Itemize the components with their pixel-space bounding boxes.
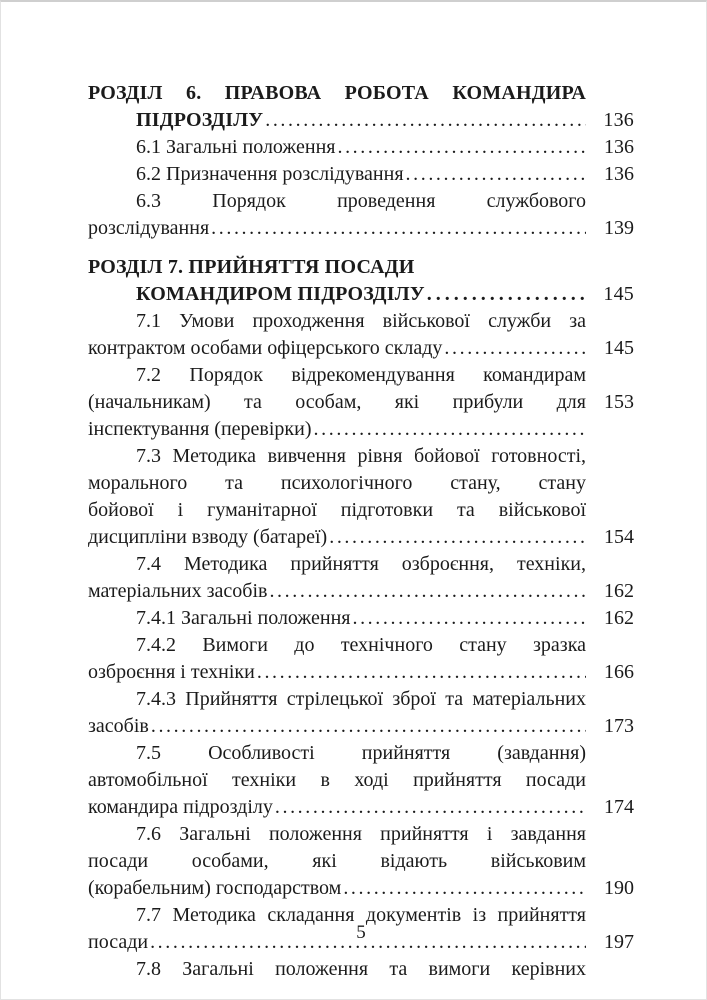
dot-leader bbox=[273, 794, 586, 821]
toc-line-body bbox=[88, 254, 586, 281]
toc-line-body bbox=[88, 389, 586, 416]
toc-line-body bbox=[88, 740, 586, 767]
toc-page-number: 197 bbox=[604, 931, 634, 953]
toc-page-number: 145 bbox=[604, 337, 634, 359]
toc-line bbox=[88, 551, 634, 578]
toc-line bbox=[88, 794, 634, 821]
dot-leader bbox=[255, 659, 586, 686]
toc-entry-text: посади bbox=[88, 931, 149, 953]
toc-line-body bbox=[88, 551, 586, 578]
toc-line bbox=[88, 254, 634, 281]
toc-page-number: 153 bbox=[604, 391, 634, 413]
toc-entry-text: 6.2 Призначення розслідування bbox=[136, 163, 404, 185]
toc-line bbox=[88, 389, 634, 416]
page-footer bbox=[88, 922, 634, 944]
toc-entry-text: 7.6 Загальні положення прийняття і завдання bbox=[136, 823, 586, 845]
toc-line-body bbox=[88, 821, 586, 848]
toc-page-number: 190 bbox=[604, 877, 634, 899]
dot-leader bbox=[327, 524, 586, 551]
toc-line-body bbox=[88, 188, 586, 215]
dot-leader bbox=[263, 107, 586, 134]
toc-entry-text: ПІДРОЗДІЛУ bbox=[136, 109, 264, 131]
toc-entry-text: (начальникам) та особам, які прибули для bbox=[88, 391, 586, 413]
toc-line bbox=[88, 416, 634, 443]
toc-line-body bbox=[88, 335, 586, 362]
dot-leader bbox=[341, 875, 586, 902]
toc-page-number: 139 bbox=[604, 217, 634, 239]
toc-entry-text: 7.1 Умови проходження військової служби за bbox=[136, 310, 586, 332]
toc-line-body bbox=[88, 605, 586, 632]
toc-line bbox=[88, 443, 634, 470]
toc-line-body bbox=[88, 443, 586, 470]
toc-line bbox=[88, 281, 634, 308]
dot-leader bbox=[404, 161, 586, 188]
toc-line-body bbox=[88, 713, 586, 740]
toc-line bbox=[88, 80, 634, 107]
toc-page-number: 173 bbox=[604, 715, 634, 737]
toc-line-body bbox=[88, 767, 586, 794]
toc-line-body bbox=[88, 632, 586, 659]
footer-page-number: 5 bbox=[356, 922, 366, 943]
toc-entry-text: 7.4.2 Вимоги до технічного стану зразка bbox=[136, 634, 586, 656]
toc-line-body bbox=[88, 686, 586, 713]
toc-line bbox=[88, 578, 634, 605]
toc-line-body bbox=[88, 956, 586, 983]
toc-line-body bbox=[88, 281, 586, 308]
toc-entry-text: 7.7 Методика складання документів із прийняття bbox=[136, 904, 586, 926]
dot-leader bbox=[209, 215, 586, 242]
toc-line bbox=[88, 713, 634, 740]
toc-entry-text: РОЗДІЛ 7. ПРИЙНЯТТЯ ПОСАДИ bbox=[88, 256, 415, 278]
toc-line bbox=[88, 161, 634, 188]
toc-entry-text: 7.3 Методика вивчення рівня бойової готовності, bbox=[136, 445, 586, 467]
toc-page-number: 166 bbox=[604, 661, 634, 683]
toc-line-body bbox=[88, 470, 586, 497]
toc-line bbox=[88, 740, 634, 767]
toc-line bbox=[88, 524, 634, 551]
toc-line-body bbox=[88, 875, 586, 902]
dot-leader bbox=[442, 335, 586, 362]
dot-leader bbox=[335, 134, 586, 161]
toc-line bbox=[88, 362, 634, 389]
toc-entry-text: 7.2 Порядок відрекомендування командирам bbox=[136, 364, 586, 386]
toc-entry-text: 7.4.3 Прийняття стрілецької зброї та матеріальних bbox=[136, 688, 586, 710]
toc-entry-text: бойової і гуманітарної підготовки та військової bbox=[88, 499, 586, 521]
toc-entry-text: озброєння і техніки bbox=[88, 661, 255, 683]
toc-entry-text: 7.8 Загальні положення та вимоги керівних bbox=[136, 958, 586, 980]
toc-entry-text: автомобільної техніки в ході прийняття посади bbox=[88, 769, 586, 791]
toc-line bbox=[88, 134, 634, 161]
dot-leader bbox=[312, 416, 586, 443]
toc-line bbox=[88, 821, 634, 848]
toc-line bbox=[88, 848, 634, 875]
toc-page-number: 136 bbox=[604, 136, 634, 158]
toc-line-body bbox=[88, 107, 586, 134]
toc-entry-text: інспектування (перевірки) bbox=[88, 418, 312, 440]
toc-entry-text: контрактом особами офіцерського складу bbox=[88, 337, 443, 359]
toc-line-body bbox=[88, 659, 586, 686]
toc-entry-text: морального та психологічного стану, стану bbox=[88, 472, 586, 494]
toc-line-body bbox=[88, 848, 586, 875]
toc-line bbox=[88, 605, 634, 632]
toc-entry-text: 6.1 Загальні положення bbox=[136, 136, 336, 158]
toc-entry-text: матеріальних засобів bbox=[88, 580, 268, 602]
toc-line-body bbox=[88, 134, 586, 161]
toc-line-body bbox=[88, 308, 586, 335]
toc-line-body bbox=[88, 80, 586, 107]
toc-line-body bbox=[88, 161, 586, 188]
dot-leader bbox=[149, 713, 586, 740]
toc-page-number: 136 bbox=[604, 163, 634, 185]
toc-entry-text: командира підрозділу bbox=[88, 796, 273, 818]
toc-entry-text: засобів bbox=[88, 715, 149, 737]
toc-entry-text: (корабельним) господарством bbox=[88, 877, 342, 899]
toc-entry-text: 7.4 Методика прийняття озброєння, техніки, bbox=[136, 553, 586, 575]
toc-entry-text: 6.3 Порядок проведення службового bbox=[136, 190, 586, 212]
toc-section-rozdil-6 bbox=[88, 80, 634, 242]
toc-line bbox=[88, 956, 634, 983]
toc-entry-text: дисципліни взводу (батареї) bbox=[88, 526, 328, 548]
toc-section-rozdil-7 bbox=[88, 254, 634, 983]
dot-leader bbox=[425, 281, 586, 308]
toc-line-body bbox=[88, 524, 586, 551]
toc-line bbox=[88, 107, 634, 134]
toc-page-number: 136 bbox=[603, 109, 634, 131]
toc-entry-text: посади особами, які відають військовим bbox=[88, 850, 586, 872]
toc-line bbox=[88, 632, 634, 659]
toc-entry-text: 7.5 Особливості прийняття (завдання) bbox=[136, 742, 586, 764]
toc-line bbox=[88, 308, 634, 335]
toc-line bbox=[88, 188, 634, 215]
toc-page-number: 162 bbox=[604, 607, 634, 629]
toc-line-body bbox=[88, 794, 586, 821]
toc-line-body bbox=[88, 416, 586, 443]
toc-page-number: 154 bbox=[604, 526, 634, 548]
toc-entry-text: РОЗДІЛ 6. ПРАВОВА РОБОТА КОМАНДИРА bbox=[88, 82, 586, 104]
toc-page-number: 162 bbox=[604, 580, 634, 602]
toc-line bbox=[88, 659, 634, 686]
toc-line-body bbox=[88, 362, 586, 389]
toc-page-number: 145 bbox=[603, 283, 634, 305]
toc-entry-text: 7.4.1 Загальні положення bbox=[136, 607, 351, 629]
toc-line bbox=[88, 686, 634, 713]
dot-leader bbox=[350, 605, 586, 632]
toc-line bbox=[88, 767, 634, 794]
toc-line bbox=[88, 335, 634, 362]
toc-line bbox=[88, 215, 634, 242]
toc-page-number: 174 bbox=[604, 796, 634, 818]
toc-entry-text: розслідування bbox=[88, 217, 210, 239]
dot-leader bbox=[267, 578, 586, 605]
toc-line bbox=[88, 875, 634, 902]
table-of-contents bbox=[88, 80, 634, 983]
toc-line-body bbox=[88, 215, 586, 242]
toc-entry-text: КОМАНДИРОМ ПІДРОЗДІЛУ bbox=[136, 283, 425, 305]
toc-line bbox=[88, 497, 634, 524]
toc-line-body bbox=[88, 578, 586, 605]
toc-line bbox=[88, 470, 634, 497]
toc-line-body bbox=[88, 497, 586, 524]
